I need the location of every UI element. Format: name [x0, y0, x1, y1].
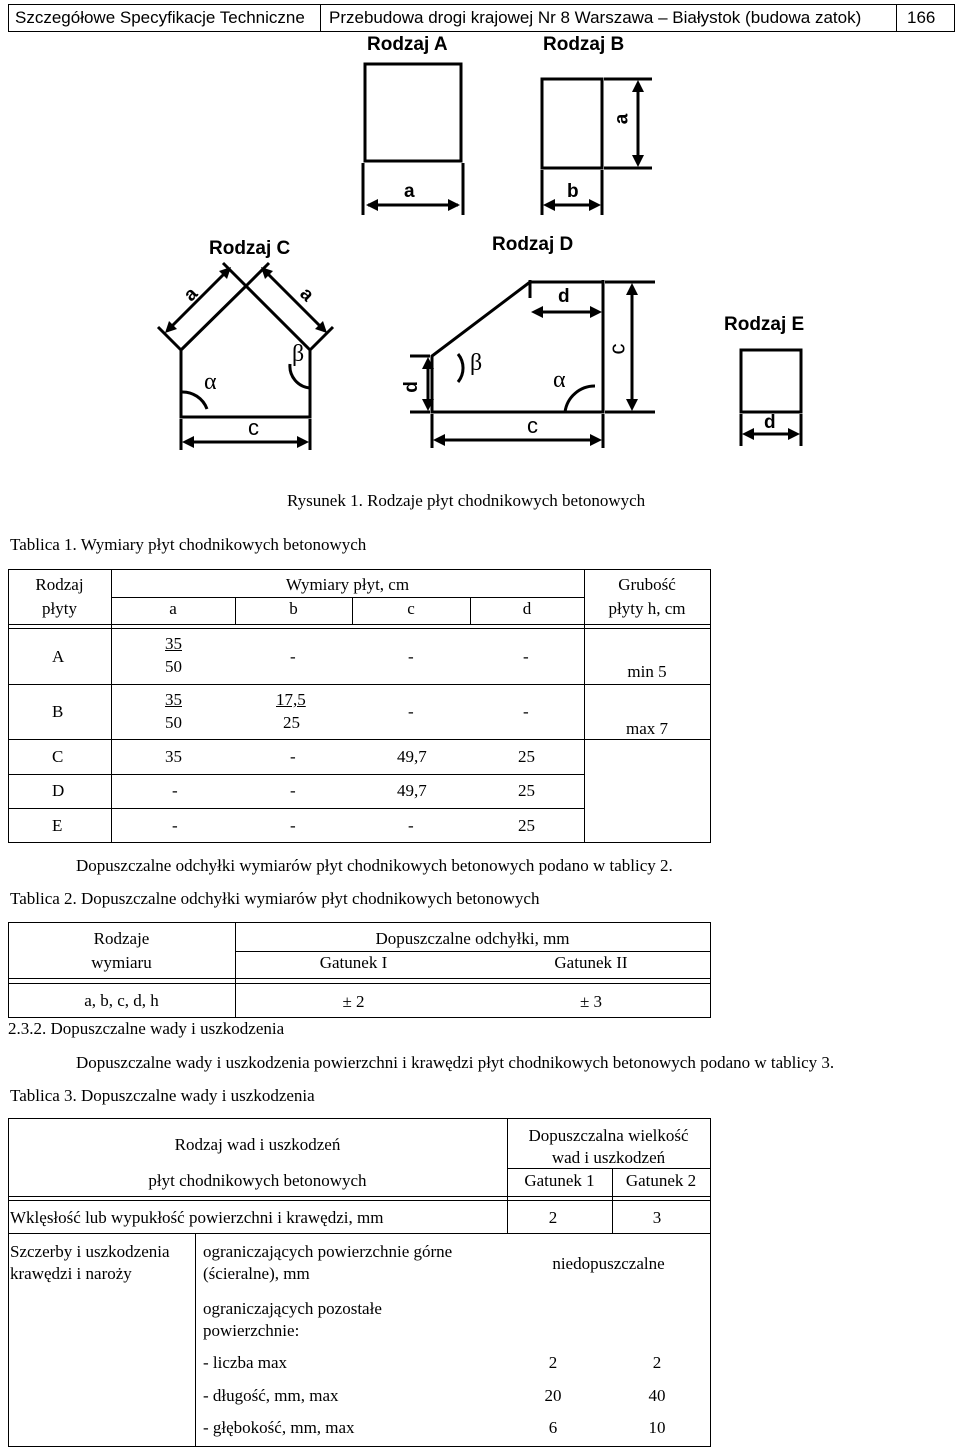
t1-cell: -: [408, 816, 414, 835]
t3-sub-label: - długość, mm, max: [203, 1386, 339, 1405]
t3-sub-label: ograniczających pozostałe: [203, 1299, 382, 1318]
t1-cell: 17,5: [276, 690, 306, 709]
dim-a-label: a: [404, 181, 415, 202]
t1-cell: -: [172, 816, 178, 835]
t2-head-type: wymiaru: [91, 953, 152, 972]
slab-e-shape: [741, 350, 801, 412]
t1-cell: -: [290, 747, 296, 766]
dim-b-label: b: [567, 181, 579, 202]
t3-sub-label: powierzchnie:: [203, 1321, 300, 1340]
slab-types-figure: [0, 30, 960, 490]
t3-cell-grade-2: 40: [648, 1386, 666, 1405]
t3-cell-grade-1: 20: [544, 1386, 562, 1405]
t1-cell: -: [290, 781, 296, 800]
t2-cell-grade-1: ± 2: [342, 992, 365, 1011]
angle-beta-label: β: [470, 350, 483, 376]
t2-row-label: a, b, c, d, h: [84, 991, 159, 1010]
angle-beta-label: β: [292, 341, 305, 367]
header-divider: [896, 5, 897, 31]
t3-cell-not-allowed: niedopuszczalne: [552, 1254, 665, 1273]
dim-d-label: d: [558, 286, 570, 307]
table2-title: Tablica 2. Dopuszczalne odchyłki wymiarów płyt chodnikowych betonowych: [10, 889, 540, 908]
table1-note: Dopuszczalne odchyłki wymiarów płyt chodnikowych betonowych podano w tablicy 2.: [76, 856, 673, 875]
t3-cell-grade-2: 10: [648, 1418, 666, 1437]
table1-title: Tablica 1. Wymiary płyt chodnikowych betonowych: [10, 535, 367, 554]
t1-row-type: C: [52, 747, 64, 766]
t2-head-grade-2: Gatunek II: [554, 953, 628, 972]
t1-row-type: E: [52, 816, 63, 835]
angle-alpha-label: α: [553, 367, 566, 393]
figure-caption: Rysunek 1. Rodzaje płyt chodnikowych betonowych: [287, 491, 646, 510]
t1-cell: 25: [283, 713, 300, 732]
dim-c-label: c: [604, 343, 630, 355]
t1-cell: 35: [165, 690, 182, 709]
t3-head-type: płyt chodnikowych betonowych: [148, 1171, 367, 1190]
t1-cell: 50: [165, 713, 182, 732]
t3-head-allowed: Dopuszczalna wielkość: [528, 1126, 689, 1145]
t2-cell-grade-2: ± 3: [579, 992, 603, 1011]
t1-cell: -: [523, 647, 529, 666]
t1-thickness-max: max 7: [625, 719, 669, 738]
label-type-e: Rodzaj E: [724, 314, 805, 335]
label-type-d: Rodzaj D: [492, 234, 574, 255]
t1-cell: -: [290, 647, 296, 666]
t1-head-c: c: [407, 599, 415, 618]
slab-b-shape: [542, 79, 602, 168]
t3-head-grade-2: Gatunek 2: [625, 1171, 697, 1190]
t3-head-allowed: wad i uszkodzeń: [551, 1148, 666, 1167]
t1-head-thickness: płyty h, cm: [608, 599, 686, 618]
t3-group-label: krawędzi i naroży: [10, 1264, 132, 1283]
dim-c-label: c: [248, 415, 259, 440]
section-text: Dopuszczalne wady i uszkodzenia powierzchni i krawędzi płyt chodnikowych betonowych podano w tablicy 3.: [76, 1053, 835, 1072]
t2-head-type: Rodzaje: [93, 929, 150, 948]
t3-cell-grade-2: 3: [652, 1208, 662, 1227]
header-spec-title: Szczegółowe Specyfikacje Techniczne: [15, 8, 305, 27]
t1-cell: 35: [165, 634, 182, 653]
t3-cell-grade-1: 2: [548, 1208, 558, 1227]
t1-cell: -: [172, 781, 178, 800]
t1-head-dimensions: Wymiary płyt, cm: [285, 575, 410, 594]
t1-cell: -: [408, 702, 414, 721]
t1-head-type: Rodzaj: [35, 575, 84, 594]
t1-head-type: płyty: [42, 599, 77, 618]
t1-cell: 25: [518, 816, 535, 835]
t1-cell: -: [290, 816, 296, 835]
dim-a-label: a: [295, 283, 318, 306]
t1-cell: 25: [518, 781, 535, 800]
t1-head-a: a: [169, 599, 177, 618]
t1-head-b: b: [289, 599, 298, 618]
t3-sub-label: - głębokość, mm, max: [203, 1418, 355, 1437]
dim-c-label: c: [527, 413, 538, 438]
table3-title: Tablica 3. Dopuszczalne wady i uszkodzenia: [10, 1086, 315, 1105]
t2-head-tolerances: Dopuszczalne odchyłki, mm: [375, 929, 570, 948]
label-type-a: Rodzaj A: [367, 34, 448, 55]
t1-cell: 50: [165, 657, 182, 676]
dim-d-label: d: [764, 412, 776, 433]
t1-thickness-min: min 5: [627, 662, 667, 681]
t1-cell: 35: [165, 747, 182, 766]
t1-row-type: A: [52, 647, 65, 666]
t3-cell-grade-1: 6: [548, 1418, 558, 1437]
t1-cell: -: [523, 702, 529, 721]
t1-row-type: D: [52, 781, 65, 800]
t1-cell: 49,7: [397, 781, 427, 800]
angle-alpha-label: α: [204, 369, 217, 395]
header-page-number: 166: [907, 8, 936, 27]
header-divider: [320, 5, 321, 31]
t3-group-label: Szczerby i uszkodzenia: [10, 1242, 170, 1261]
t3-sub-label: ograniczających powierzchnie górne: [203, 1242, 453, 1261]
t3-sub-label: (ścieralne), mm: [203, 1264, 310, 1283]
label-type-c: Rodzaj C: [209, 238, 291, 259]
page-header: [8, 4, 955, 32]
t3-head-grade-1: Gatunek 1: [524, 1171, 595, 1190]
t3-cell-grade-2: 2: [652, 1353, 662, 1372]
t1-head-d: d: [522, 599, 532, 618]
t3-row-label: Wklęsłość lub wypukłość powierzchni i krawędzi, mm: [10, 1208, 384, 1227]
dim-a-label: a: [179, 283, 203, 306]
t2-head-grade-1: Gatunek I: [319, 953, 388, 972]
t1-head-thickness: Grubość: [618, 575, 676, 594]
t3-cell-grade-1: 2: [548, 1353, 558, 1372]
t1-cell: 49,7: [397, 747, 427, 766]
t3-head-type: Rodzaj wad i uszkodzeń: [174, 1135, 341, 1154]
t1-cell: -: [408, 647, 414, 666]
slab-a-shape: [365, 64, 461, 161]
t1-cell: 25: [518, 747, 535, 766]
dim-d-label: d: [400, 381, 422, 393]
label-type-b: Rodzaj B: [543, 34, 625, 55]
t3-sub-label: - liczba max: [203, 1353, 288, 1372]
t1-row-type: B: [52, 702, 64, 721]
dim-a-label: a: [611, 113, 633, 125]
section-heading: 2.3.2. Dopuszczalne wady i uszkodzenia: [8, 1019, 285, 1038]
header-project-title: Przebudowa drogi krajowej Nr 8 Warszawa – Białystok (budowa zatok): [329, 8, 862, 27]
